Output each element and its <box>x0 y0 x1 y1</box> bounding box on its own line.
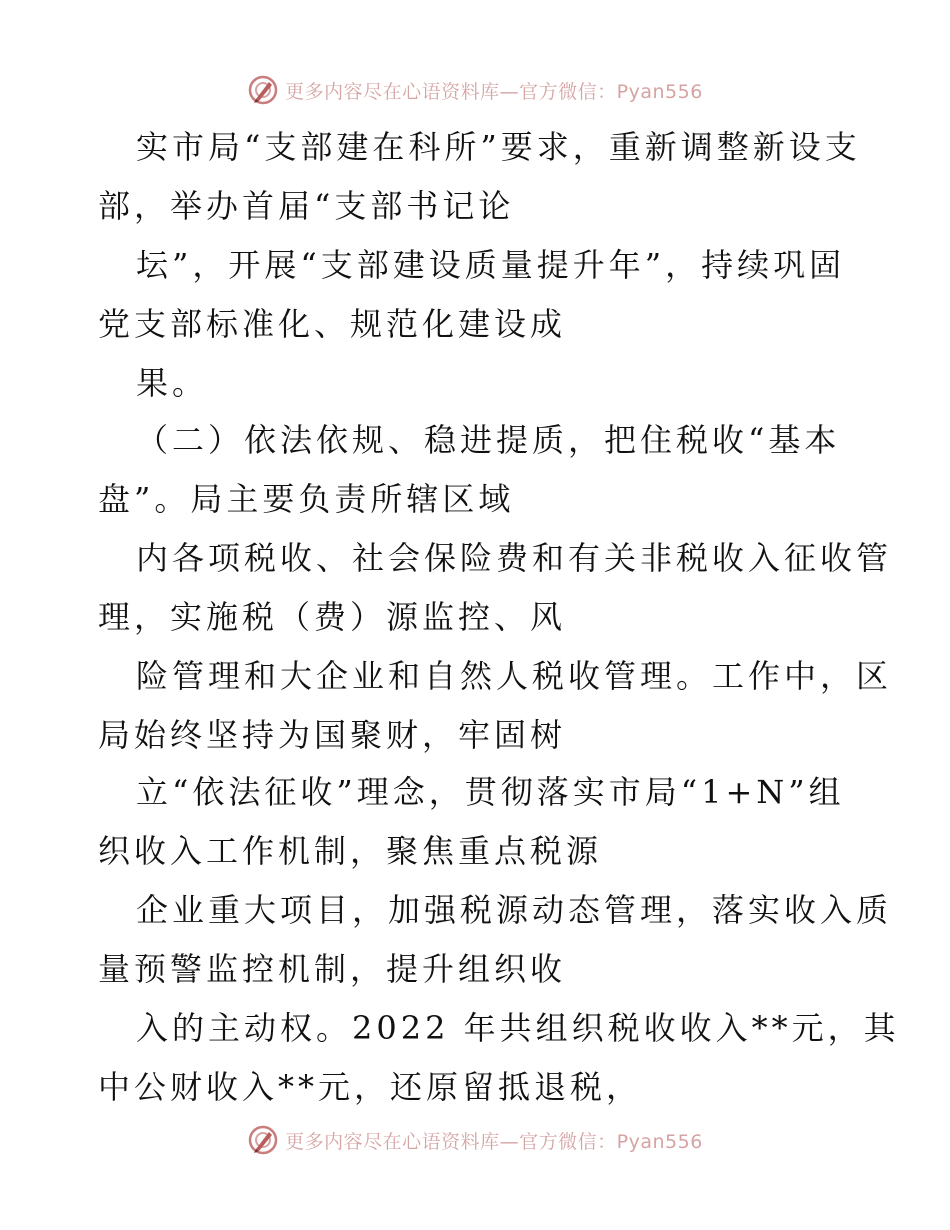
text-line: 党支部标准化、规范化建设成 <box>98 305 567 343</box>
watermark-text: 更多内容尽在心语资料库—官方微信：Pyan556 <box>285 80 703 103</box>
text-line: 中公财收入**元，还原留抵退税， <box>98 1068 643 1106</box>
text-line: 险管理和大企业和自然人税收管理。工作中，区 <box>136 657 893 695</box>
text-line: 盘”。局主要负责所辖区域 <box>98 480 515 518</box>
text-line: 理，实施税（费）源监控、风 <box>98 598 567 636</box>
watermark-footer <box>0 1120 950 1160</box>
text-line: 立“依法征收”理念，贯彻落实市局“1+N”组 <box>136 773 845 811</box>
text-line: 量预警监控机制，提升组织收 <box>98 950 567 988</box>
watermark-text: 更多内容尽在心语资料库—官方微信：Pyan556 <box>285 1130 703 1153</box>
watermark-header <box>0 70 950 110</box>
text-line: 果。 <box>136 364 209 402</box>
text-line: 部，举办首届“支部书记论 <box>98 187 515 225</box>
text-line: 入的主动权。2022 年共组织税收收入**元，其 <box>136 1009 900 1047</box>
text-line: 内各项税收、社会保险费和有关非税收入征收管 <box>136 539 893 577</box>
text-line: （二）依法依规、稳进提质，把住税收“基本 <box>136 421 841 459</box>
text-line: 局始终坚持为国聚财，牢固树 <box>98 716 567 754</box>
text-line: 实市局“支部建在科所”要求，重新调整新设支 <box>136 128 861 166</box>
text-line: 坛”，开展“支部建设质量提升年”，持续巩固 <box>136 246 846 284</box>
pen-logo-icon <box>247 1124 279 1156</box>
pen-logo-icon <box>247 74 279 106</box>
text-line: 企业重大项目，加强税源动态管理，落实收入质 <box>136 891 893 929</box>
text-line: 织收入工作机制，聚焦重点税源 <box>98 832 603 870</box>
